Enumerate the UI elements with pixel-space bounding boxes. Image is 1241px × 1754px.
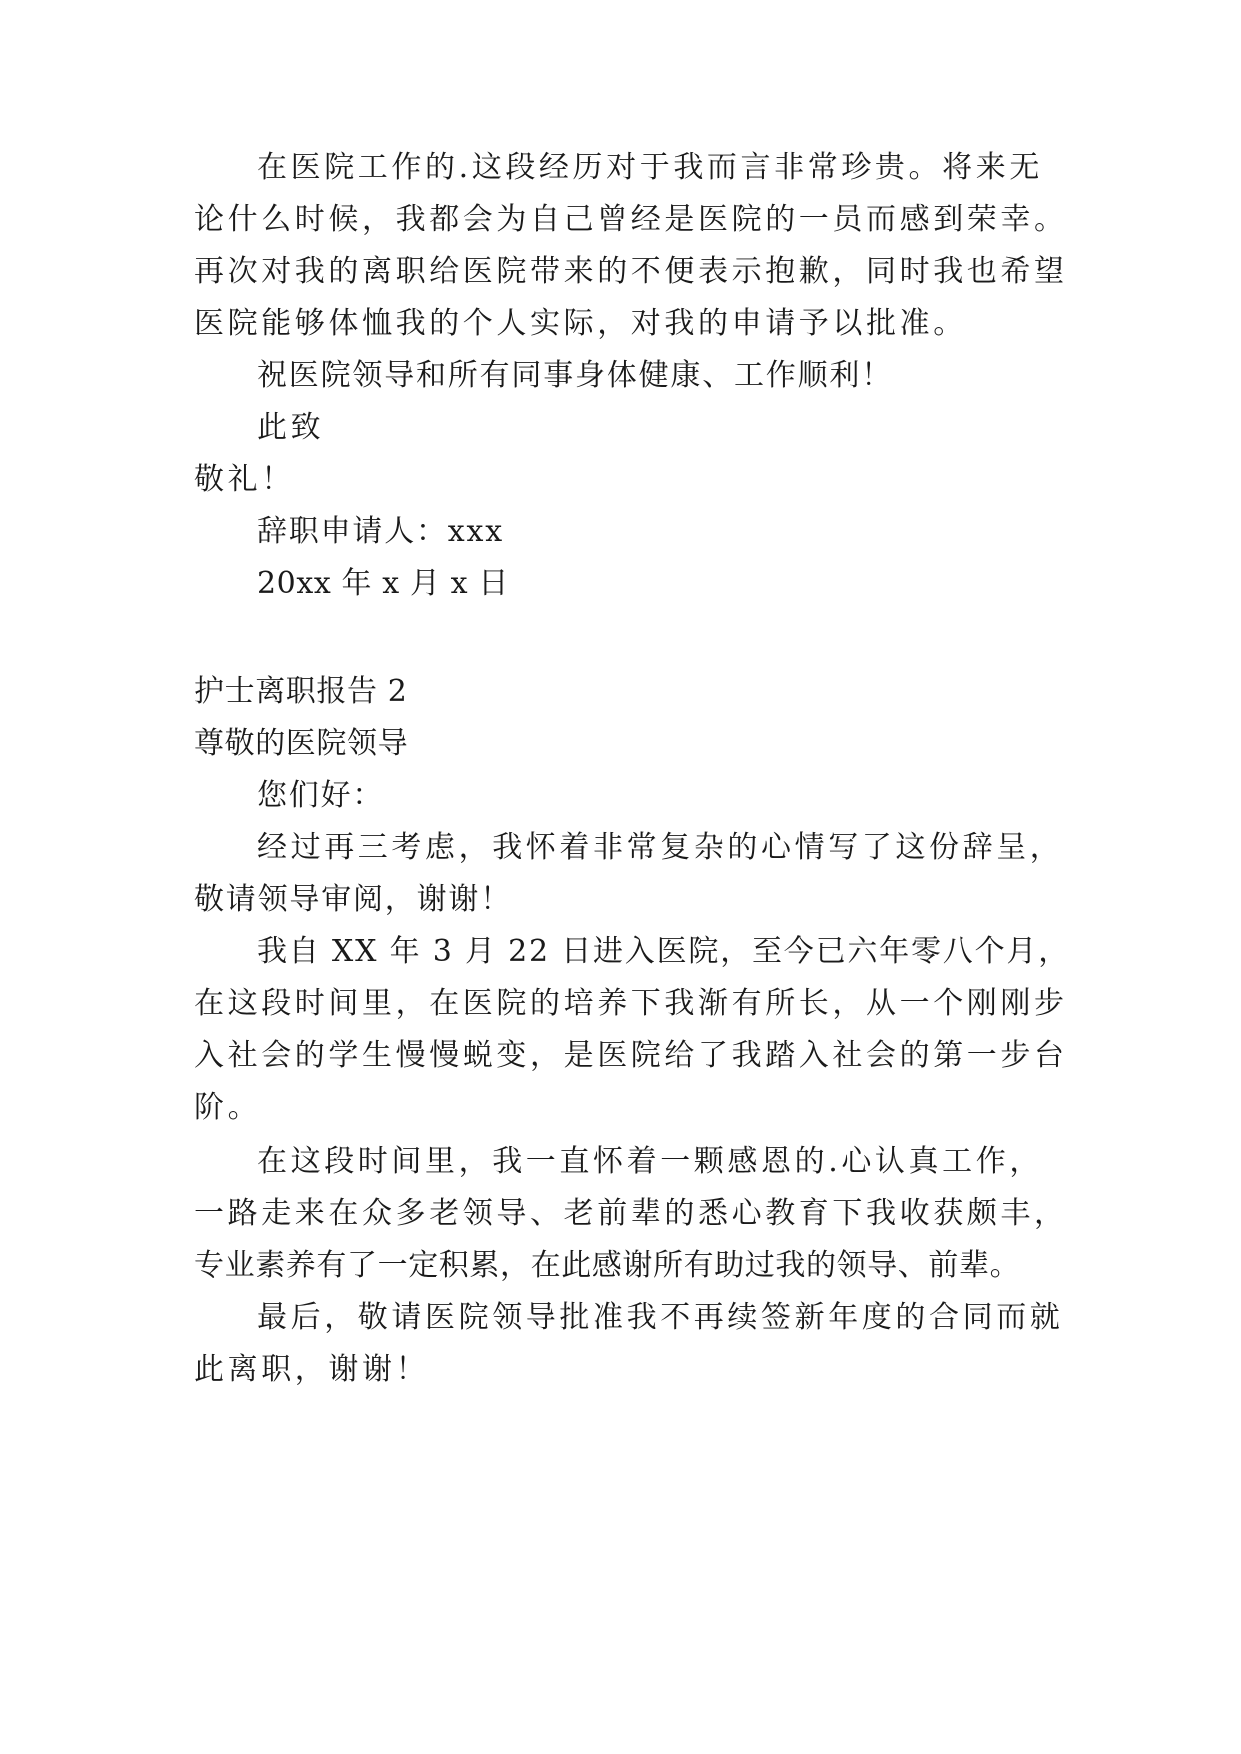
paragraph-line: 我自 XX 年 3 月 22 日进入医院，至今已六年零八个月， <box>257 934 1070 969</box>
paragraph-line: 此离职，谢谢！ <box>194 1352 430 1387</box>
paragraph-line: 医院能够体恤我的个人实际，对我的申请予以批准。 <box>194 306 967 341</box>
signature-applicant: 辞职申请人：xxx <box>257 514 504 549</box>
paragraph-line: 经过再三考虑，我怀着非常复杂的心情写了这份辞呈， <box>257 830 1064 865</box>
closing-wish: 祝医院领导和所有同事身体健康、工作顺利！ <box>257 358 893 393</box>
paragraph-line: 在医院工作的.这段经历对于我而言非常珍贵。将来无 <box>257 150 1043 185</box>
paragraph-line: 再次对我的离职给医院带来的不便表示抱歉，同时我也希望 <box>194 254 1068 289</box>
paragraph-line: 论什么时候，我都会为自己曾经是医院的一员而感到荣幸。 <box>194 202 1068 237</box>
signature-date: 20xx 年 x 月 x 日 <box>257 566 509 601</box>
recipient-line: 尊敬的医院领导 <box>194 726 409 761</box>
paragraph-line: 专业素养有了一定积累，在此感谢所有助过我的领导、前辈。 <box>194 1248 1021 1283</box>
paragraph-line: 最后，敬请医院领导批准我不再续签新年度的合同而就 <box>257 1300 1064 1335</box>
paragraph-line: 一路走来在众多老领导、老前辈的悉心教育下我收获颇丰， <box>194 1196 1068 1231</box>
section-title: 护士离职报告 2 <box>194 674 408 709</box>
salutation-jingli: 敬礼！ <box>194 462 295 497</box>
paragraph-line: 在这段时间里，我一直怀着一颗感恩的.心认真工作， <box>257 1144 1043 1179</box>
paragraph-line: 入社会的学生慢慢蜕变，是医院给了我踏入社会的第一步台 <box>194 1038 1068 1073</box>
greeting-line: 您们好： <box>257 778 385 813</box>
paragraph-line: 阶。 <box>194 1090 262 1125</box>
salutation-cizhi: 此致 <box>257 410 325 445</box>
paragraph-line: 在这段时间里，在医院的培养下我渐有所长，从一个刚刚步 <box>194 986 1068 1021</box>
paragraph-line: 敬请领导审阅，谢谢！ <box>194 882 512 917</box>
